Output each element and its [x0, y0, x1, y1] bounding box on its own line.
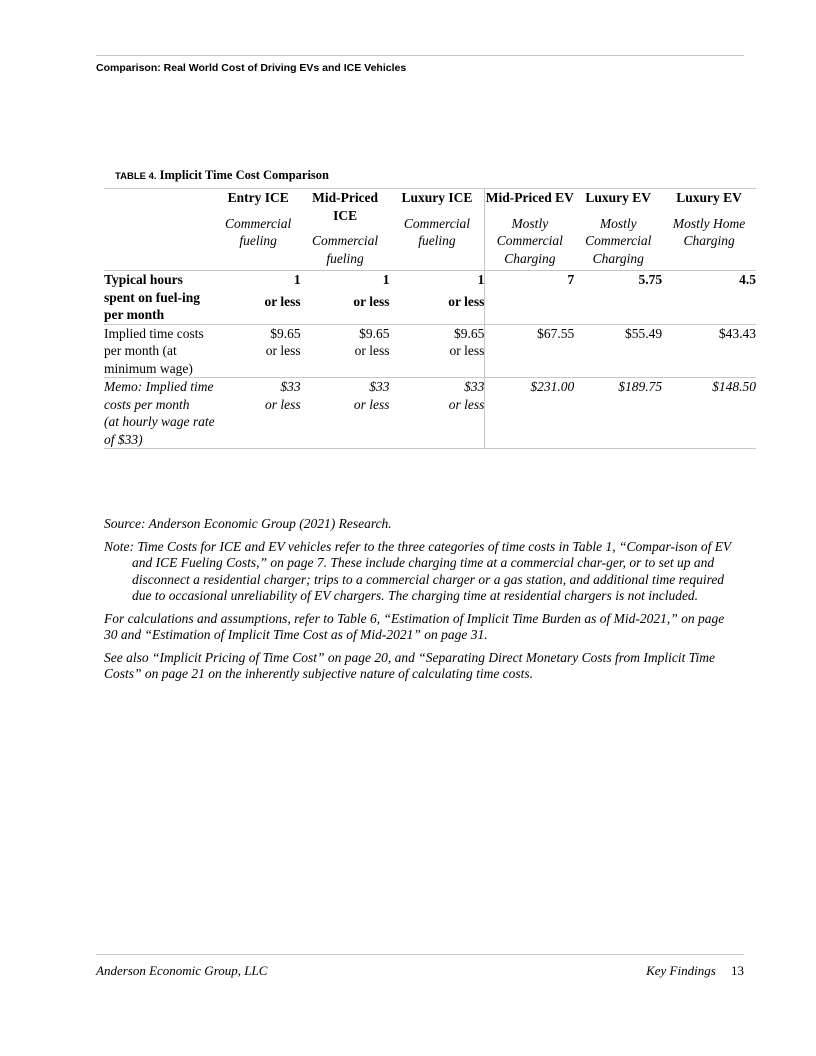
cell-value: $148.50: [712, 379, 756, 394]
table-cell: [216, 271, 301, 325]
footer-right: [646, 963, 744, 979]
cell-value: 5.75: [638, 272, 663, 287]
col-sub: Commercial fueling: [311, 233, 379, 266]
cell-note: or less: [264, 293, 301, 309]
running-header: Comparison: Real World Cost of Driving EVs and ICE Vehicles: [96, 62, 407, 74]
col-sub: Commercial fueling: [403, 215, 471, 248]
col-name: Mid-Priced EV: [485, 190, 574, 205]
cell-note: or less: [448, 293, 485, 309]
cell-note: or less: [265, 343, 301, 358]
table-row: [104, 378, 756, 449]
cell-note: or less: [448, 396, 485, 412]
table-cell: [662, 324, 756, 378]
source-note: Source: Anderson Economic Group (2021) Research.: [104, 516, 392, 531]
table-cell: [574, 378, 662, 449]
col-sub: Commercial fueling: [225, 215, 292, 248]
table-note: Note: Time Costs for ICE and EV vehicles refer to the three categories of time costs in Table 1, “Compar-ison of EV and ICE Fueling Costs,” on page 7. These include charging time at a commercial char-ger, or to set up and disconnect a residential charger; trips to a commercial charger or a gas station, and additional time required due to occasional unreliability of EV chargers. The charging time at residential chargers is not included.: [104, 538, 731, 603]
table-cell: [485, 271, 574, 325]
table-cell: [216, 378, 301, 449]
table-cell: [301, 324, 390, 378]
footer-company: Anderson Economic Group, LLC: [96, 963, 268, 978]
header-corner: [104, 189, 216, 271]
row-label: [104, 378, 216, 449]
col-header: [390, 189, 485, 271]
table-cell: [662, 271, 756, 325]
col-header: [662, 189, 756, 271]
col-sub: Mostly Commercial Charging: [585, 215, 652, 266]
table-cell: [216, 324, 301, 378]
row-label-main: Memo: Implied time costs per month: [104, 379, 214, 412]
table-cell: [485, 378, 574, 449]
cell-value: 1: [293, 272, 301, 287]
cell-value: $33: [464, 379, 485, 394]
footer-section: Key Findings: [646, 963, 716, 978]
col-sub: Mostly Commercial Charging: [496, 215, 563, 266]
table-cell: [301, 378, 390, 449]
table-label: TABLE 4.: [115, 171, 157, 182]
col-name: Luxury EV: [676, 190, 742, 205]
table-row: [104, 324, 756, 378]
cell-value: $189.75: [618, 379, 663, 394]
col-name: Mid-Priced ICE: [312, 190, 379, 223]
cell-value: $231.00: [530, 379, 575, 394]
cell-value: 1: [477, 272, 485, 287]
table-header-row: [104, 189, 756, 271]
col-name: Luxury EV: [585, 190, 652, 205]
table-cell: [390, 324, 485, 378]
see-also-note: See also “Implicit Pricing of Time Cost” on page 20, and “Separating Direct Monetary Costs from Implicit Time Costs” on page 21 on the inherently subjective nature of calculating time costs.: [104, 649, 715, 681]
row-label-sub: (at hourly wage rate of $33): [104, 414, 215, 447]
cell-note: or less: [353, 293, 390, 309]
header-rule: [96, 55, 744, 56]
row-label: Implied time costs per month (at minimum wage): [104, 324, 216, 378]
col-header: [574, 189, 662, 271]
time-cost-table: [104, 188, 756, 449]
table-title: Implicit Time Cost Comparison: [159, 168, 329, 182]
cell-note: or less: [354, 343, 390, 358]
cell-note: or less: [264, 396, 301, 412]
table-caption: [115, 168, 329, 183]
page-number: 13: [731, 963, 744, 978]
row-label: Typical hours spent on fuel-ing per month: [104, 271, 216, 325]
cell-value: $55.49: [625, 325, 663, 341]
cell-value: 1: [382, 272, 390, 287]
col-header: [301, 189, 390, 271]
table-notes: [104, 516, 734, 689]
cell-value: 4.5: [739, 272, 756, 287]
col-header: [216, 189, 301, 271]
col-name: Luxury ICE: [401, 190, 473, 205]
table-cell: [390, 271, 485, 325]
calc-note: For calculations and assumptions, refer to Table 6, “Estimation of Implicit Time Burden as of Mid-2021,” on page 30 and “Estimation of Implicit Time Cost as of Mid-2021” on page 31.: [104, 610, 725, 642]
cell-note: or less: [353, 396, 390, 412]
cell-value: $9.65: [454, 325, 485, 341]
cell-value: $67.55: [537, 325, 575, 341]
cell-value: $9.65: [270, 325, 301, 341]
cell-value: $9.65: [359, 325, 390, 341]
col-name: Entry ICE: [227, 190, 289, 205]
table-cell: [662, 378, 756, 449]
cell-value: 7: [567, 272, 575, 287]
table-cell: [574, 324, 662, 378]
table-cell: [301, 271, 390, 325]
col-sub: Mostly Home Charging: [672, 215, 746, 248]
table-row: [104, 271, 756, 325]
footer-rule: [96, 954, 744, 955]
cell-note: or less: [449, 343, 485, 358]
cell-value: $33: [369, 379, 390, 394]
table-cell: [485, 324, 574, 378]
cell-value: $33: [280, 379, 301, 394]
cell-value: $43.43: [718, 325, 756, 341]
table-cell: [390, 378, 485, 449]
table-cell: [574, 271, 662, 325]
col-header: [485, 189, 574, 271]
